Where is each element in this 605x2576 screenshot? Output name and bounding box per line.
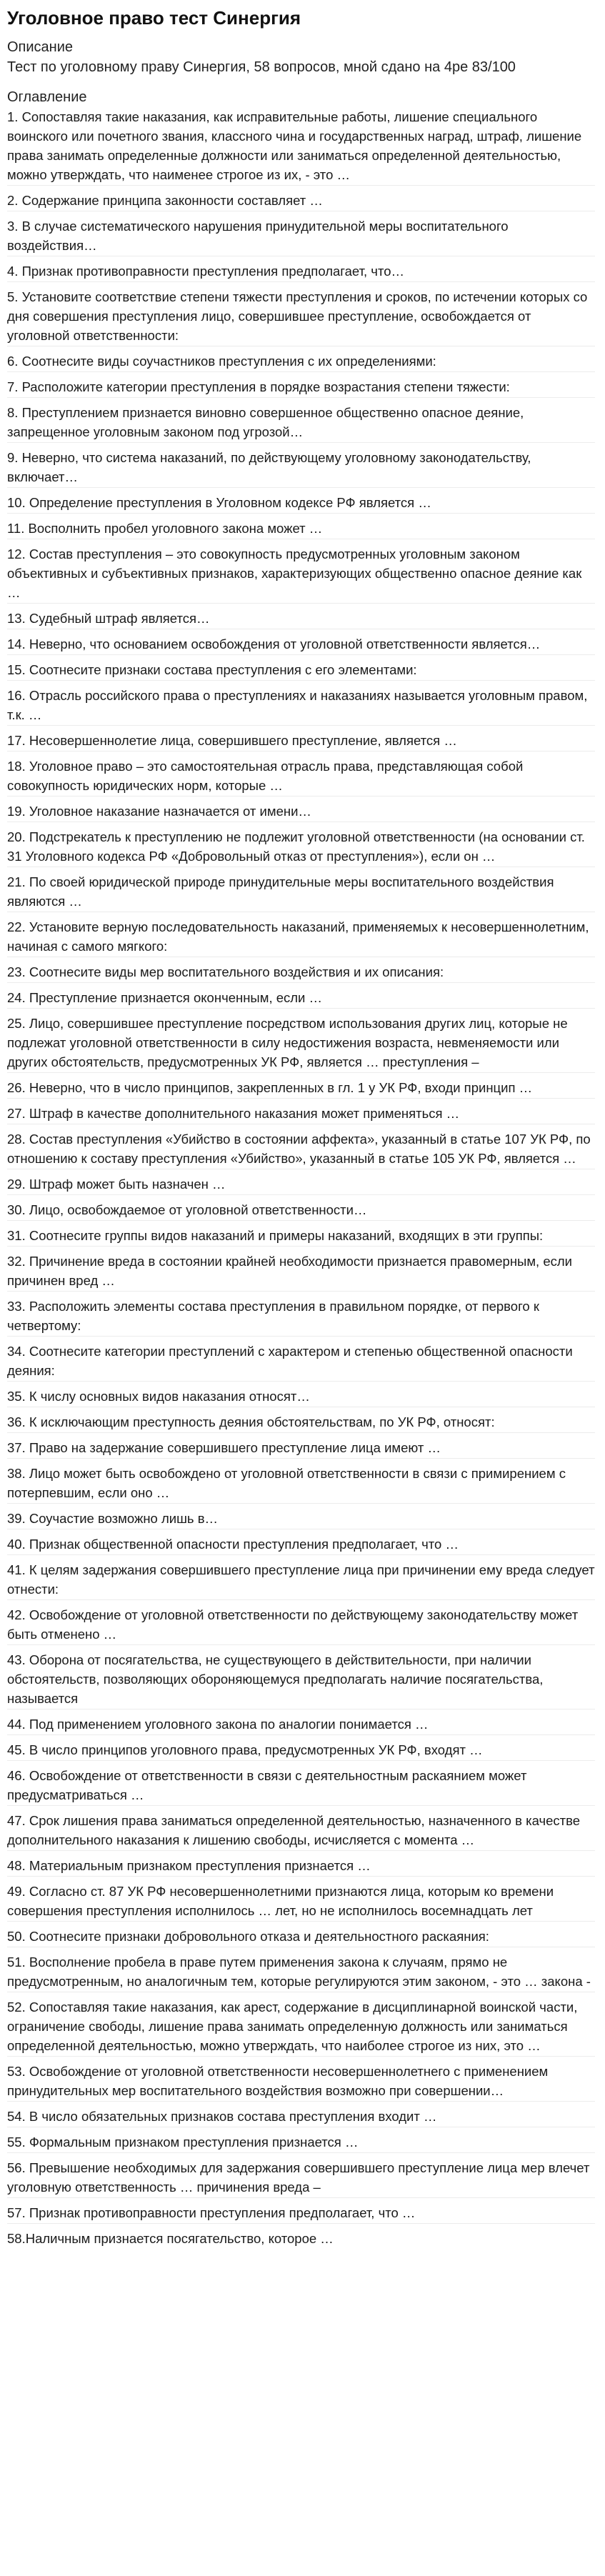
question-item: 34. Соотнесите категории преступлений с характером и степенью общественной опасности деяния:: [7, 1342, 595, 1382]
question-item: 46. Освобождение от ответственности в связи с деятельностным раскаянием может предусматриваться …: [7, 1766, 595, 1806]
question-item: 51. Восполнение пробела в праве путем применения закона к случаям, прямо не предусмотренным, но аналогичным тем, которые регулируются этим законом, - это … закона -: [7, 1952, 595, 1992]
question-item: 35. К числу основных видов наказания относят…: [7, 1387, 595, 1407]
question-item: 44. Под применением уголовного закона по аналогии понимается …: [7, 1714, 595, 1735]
question-item: 54. В число обязательных признаков состава преступления входит …: [7, 2107, 595, 2127]
question-item: 27. Штраф в качестве дополнительного наказания может применяться …: [7, 1104, 595, 1124]
toc-label: Оглавление: [7, 89, 87, 105]
question-item: 32. Причинение вреда в состоянии крайней необходимости признается правомерным, если причинен вред …: [7, 1252, 595, 1292]
question-item: 53. Освобождение от уголовной ответственности несовершеннолетнего с применением принудительных мер воспитательного воздействия возможно при совершении…: [7, 2062, 595, 2102]
question-item: 45. В число принципов уголовного права, предусмотренных УК РФ, входят …: [7, 1740, 595, 1761]
question-item: 37. Право на задержание совершившего преступление лица имеют …: [7, 1438, 595, 1459]
question-item: 49. Согласно ст. 87 УК РФ несовершеннолетними признаются лица, которым ко времени совершения преступления исполнилось … лет, но не исполнилось восемнадцать лет: [7, 1882, 595, 1922]
page-title: Уголовное право тест Синергия: [7, 7, 301, 29]
question-item: 18. Уголовное право – это самостоятельная отрасль права, представляющая собой совокупность юридических норм, которые …: [7, 757, 595, 797]
question-item: 28. Состав преступления «Убийство в состоянии аффекта», указанный в статье 107 УК РФ, по отношению к составу преступления «Убийство», указанный в статье 105 УК РФ, является …: [7, 1129, 595, 1169]
question-item: 14. Неверно, что основанием освобождения от уголовной ответственности является…: [7, 634, 595, 655]
question-item: 43. Оборона от посягательства, не существующего в действительности, при наличии обстоятельств, позволяющих обороняющемуся предполагать наличие посягательства, называется: [7, 1650, 595, 1709]
question-item: 40. Признак общественной опасности преступления предполагает, что …: [7, 1534, 595, 1555]
question-item: 16. Отрасль российского права о преступлениях и наказаниях называется уголовным правом, т.к. …: [7, 686, 595, 726]
question-item: 36. К исключающим преступность деяния обстоятельствам, по УК РФ, относят:: [7, 1412, 595, 1433]
question-item: 9. Неверно, что система наказаний, по действующему уголовному законодательству, включает…: [7, 448, 595, 488]
question-item: 11. Восполнить пробел уголовного закона может …: [7, 519, 595, 539]
question-item: 29. Штраф может быть назначен …: [7, 1174, 595, 1195]
question-item: 56. Превышение необходимых для задержания совершившего преступление лица мер влечет уголовную ответственность … причинения вреда –: [7, 2158, 595, 2198]
question-item: 23. Соотнесите виды мер воспитательного воздействия и их описания:: [7, 962, 595, 983]
question-item: 7. Расположите категории преступления в порядке возрастания степени тяжести:: [7, 377, 595, 398]
question-item: 17. Несовершеннолетие лица, совершившего преступление, является …: [7, 731, 595, 752]
question-item: 15. Соотнесите признаки состава преступления с его элементами:: [7, 660, 595, 681]
question-item: 41. К целям задержания совершившего преступление лица при причинении ему вреда следует отнести:: [7, 1560, 595, 1600]
question-item: 42. Освобождение от уголовной ответственности по действующему законодательству может быть отменено …: [7, 1605, 595, 1645]
question-item: 48. Материальным признаком преступления признается …: [7, 1856, 595, 1877]
question-item: 22. Установите верную последовательность наказаний, применяемых к несовершеннолетним, начиная с самого мягкого:: [7, 917, 595, 957]
question-item: 20. Подстрекатель к преступлению не подлежит уголовной ответственности (на основании ст. 31 Уголовного кодекса РФ «Добровольный отказ от преступления»), если он …: [7, 827, 595, 867]
question-item: 55. Формальным признаком преступления признается …: [7, 2132, 595, 2153]
question-item: 5. Установите соответствие степени тяжести преступления и сроков, по истечении которых со дня совершения преступления лицо, совершившее преступление, освобождается от уголовной ответственности:: [7, 287, 595, 346]
question-item: 58.Наличным признается посягательство, которое …: [7, 2231, 334, 2246]
question-item: 39. Соучастие возможно лишь в…: [7, 1509, 595, 1529]
question-item: 24. Преступление признается оконченным, если …: [7, 988, 595, 1009]
question-item: 6. Соотнесите виды соучастников преступления с их определениями:: [7, 351, 595, 372]
question-item: 10. Определение преступления в Уголовном кодексе РФ является …: [7, 493, 595, 514]
question-item: 19. Уголовное наказание назначается от имени…: [7, 802, 595, 822]
question-item: 3. В случае систематического нарушения принудительной меры воспитательного воздействия…: [7, 216, 595, 256]
question-item: 30. Лицо, освобождаемое от уголовной ответственности…: [7, 1200, 595, 1221]
question-item: 52. Сопоставляя такие наказания, как арест, содержание в дисциплинарной воинской части, ограничение свободы, лишение права занимать определенную должность или заниматься определенной деятельностью, можно утверждать, что наиболее строгое из них, это …: [7, 1997, 595, 2057]
question-item: 26. Неверно, что в число принципов, закрепленных в гл. 1 у УК РФ, входи принцип …: [7, 1078, 595, 1099]
question-item: 1. Сопоставляя такие наказания, как исправительные работы, лишение специального воинского или почетного звания, классного чина и государственных наград, штраф, лишение права занимать определенные должности или заниматься определенной деятельностью, можно утверждать, что наименее строгое из их, - это …: [7, 107, 595, 186]
question-item: 13. Судебный штраф является…: [7, 609, 595, 629]
question-item: 21. По своей юридической природе принудительные меры воспитательного воздействия являются …: [7, 872, 595, 912]
question-item: 57. Признак противоправности преступления предполагает, что …: [7, 2203, 595, 2224]
question-item: 4. Признак противоправности преступления предполагает, что…: [7, 261, 595, 282]
description-text: Тест по уголовному праву Синергия, 58 вопросов, мной сдано на 4ре 83/100: [7, 59, 516, 75]
question-item: 38. Лицо может быть освобождено от уголовной ответственности в связи с примирением с потерпевшим, если оно …: [7, 1464, 595, 1504]
question-item: 2. Содержание принципа законности составляет …: [7, 191, 595, 211]
question-item: 8. Преступлением признается виновно совершенное общественно опасное деяние, запрещенное уголовным законом под угрозой…: [7, 403, 595, 443]
question-list: [7, 107, 595, 2249]
question-item: 12. Состав преступления – это совокупность предусмотренных уголовным законом объективных и субъективных признаков, характеризующих общественно опасное деяние как …: [7, 544, 595, 604]
question-item: 25. Лицо, совершившее преступление посредством использования других лиц, которые не подлежат уголовной ответственности в силу недостижения возраста, невменяемости или других обстоятельств, предусмотренных УК РФ, является … преступления –: [7, 1014, 595, 1073]
question-item: 50. Соотнесите признаки добровольного отказа и деятельностного раскаяния:: [7, 1927, 595, 1947]
question-item: 33. Расположить элементы состава преступления в правильном порядке, от первого к четвертому:: [7, 1297, 595, 1337]
question-item: 31. Соотнесите группы видов наказаний и примеры наказаний, входящих в эти группы:: [7, 1226, 595, 1247]
question-item: 47. Срок лишения права заниматься определенной деятельностью, назначенного в качестве дополнительного наказания к лишению свободы, исчисляется с момента …: [7, 1811, 595, 1851]
description-label: Описание: [7, 39, 74, 55]
